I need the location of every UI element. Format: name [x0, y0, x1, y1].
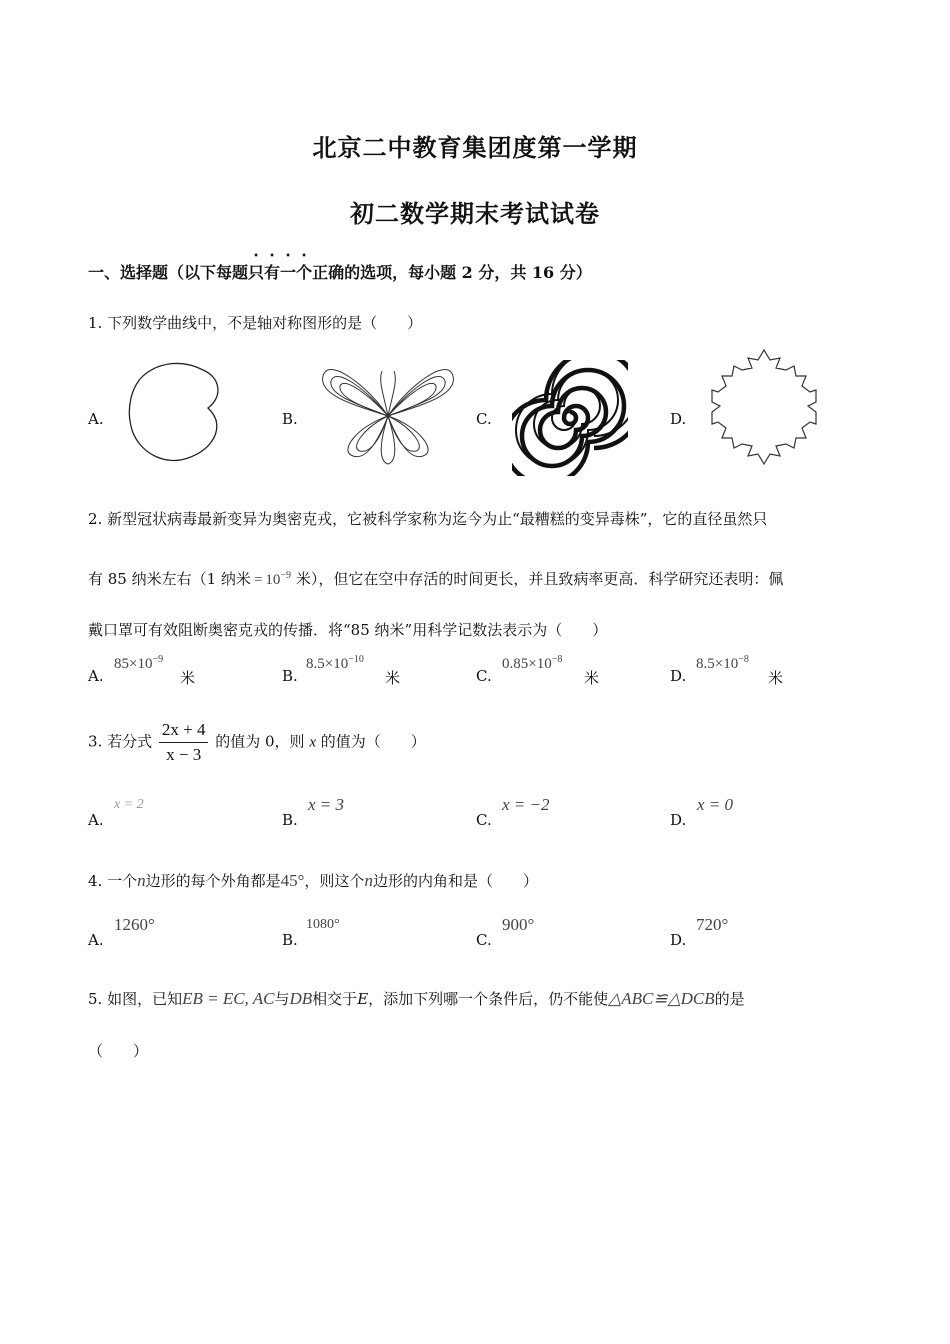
- question-1-text: 1. 下列数学曲线中，不是轴对称图形的是（ ）: [88, 314, 423, 332]
- q3-option-c-value: x = −2: [502, 795, 550, 814]
- q4-option-c-value: 900°: [502, 915, 535, 934]
- question-2-line-3: 戴口罩可有效阻断奥密克戎的传播．将“85 纳米”用科学记数法表示为（ ）: [88, 621, 608, 639]
- fraction: [159, 720, 209, 765]
- section-heading: 一、选择题（以下每题只有一个正确的选项，每小题 2 分，共 16 分）: [88, 263, 592, 282]
- q4-option-c-label: C.: [476, 931, 492, 949]
- q4-option-d-value: 720°: [696, 915, 729, 934]
- q3-option-a-label: A.: [88, 811, 104, 829]
- question-2-line-2: 有 85 纳米左右（1 纳米 = $10^{-9}$ 米），但它在空中存活的时间更长，并且致病率更高．科学研究还表明：佩: [88, 570, 784, 588]
- q4-option-d-label: D.: [670, 931, 687, 949]
- cardioid-curve-icon: [118, 358, 228, 468]
- q3-option-a-value: x = 2: [114, 797, 144, 812]
- question-3-text: 3. 若分式 $\frac{2x + 4}{x - 3}$ 的值为 0，则 x 的值为（ ）: [88, 720, 426, 764]
- q3-option-d-value: x = 0: [697, 795, 734, 814]
- q2-option-d-value: $8.5\times 10^{-8}$: [696, 654, 749, 672]
- q2-option-a-label: A.: [88, 667, 104, 685]
- q2-option-d-unit: 米: [768, 669, 784, 687]
- question-5-answer-blank: （ ）: [88, 1042, 149, 1060]
- q4-option-a-label: A.: [88, 931, 104, 949]
- butterfly-curve-icon: [318, 356, 458, 466]
- q3-option-b-value: x = 3: [308, 795, 345, 814]
- q2-option-b-value: $8.5\times 10^{-10}$: [306, 654, 364, 672]
- double-spiral-icon: [512, 360, 628, 476]
- page-title: 北京二中教育集团度第一学期: [312, 133, 638, 162]
- q1-option-d-label: D.: [670, 410, 687, 428]
- question-2-line-1: 2. 新型冠状病毒最新变异为奥密克戎，它被科学家称为迄今为止“最糟糕的变异毒株”，它的直径虽然只: [88, 510, 768, 528]
- koch-snowflake-icon: [704, 346, 824, 468]
- question-5-text: 5. 如图，已知EB = EC, AC与DB相交于E，添加下列哪一个条件后，仍不能使△ABC≌△DCB的是: [88, 989, 745, 1008]
- question-4-text: 4. 一个n边形的每个外角都是45°，则这个n边形的内角和是（ ）: [88, 871, 538, 890]
- q3-option-b-label: B.: [282, 811, 298, 829]
- q2-option-a-unit: 米: [180, 669, 196, 687]
- fraction-numerator: 2x + 4: [159, 720, 209, 743]
- q1-option-c-label: C.: [476, 410, 492, 428]
- q4-option-b-value: 1080°: [306, 917, 340, 932]
- fraction-denominator: x − 3: [166, 745, 202, 764]
- q3-option-d-label: D.: [670, 811, 687, 829]
- q2-option-c-value: $0.85\times 10^{-8}$: [502, 654, 563, 672]
- q2-option-c-label: C.: [476, 667, 492, 685]
- q2-option-c-unit: 米: [584, 669, 600, 687]
- q4-option-a-value: 1260°: [114, 915, 155, 934]
- q1-option-b-label: B.: [282, 410, 298, 428]
- q2-option-d-label: D.: [670, 667, 687, 685]
- q2-option-a-value: $85\times 10^{-9}$: [114, 654, 164, 672]
- page-subtitle: 初二数学期末考试试卷: [350, 199, 600, 228]
- q2-option-b-unit: 米: [385, 669, 401, 687]
- q2-option-b-label: B.: [282, 667, 298, 685]
- q4-option-b-label: B.: [282, 931, 298, 949]
- q3-option-c-label: C.: [476, 811, 492, 829]
- q1-option-a-label: A.: [88, 410, 104, 428]
